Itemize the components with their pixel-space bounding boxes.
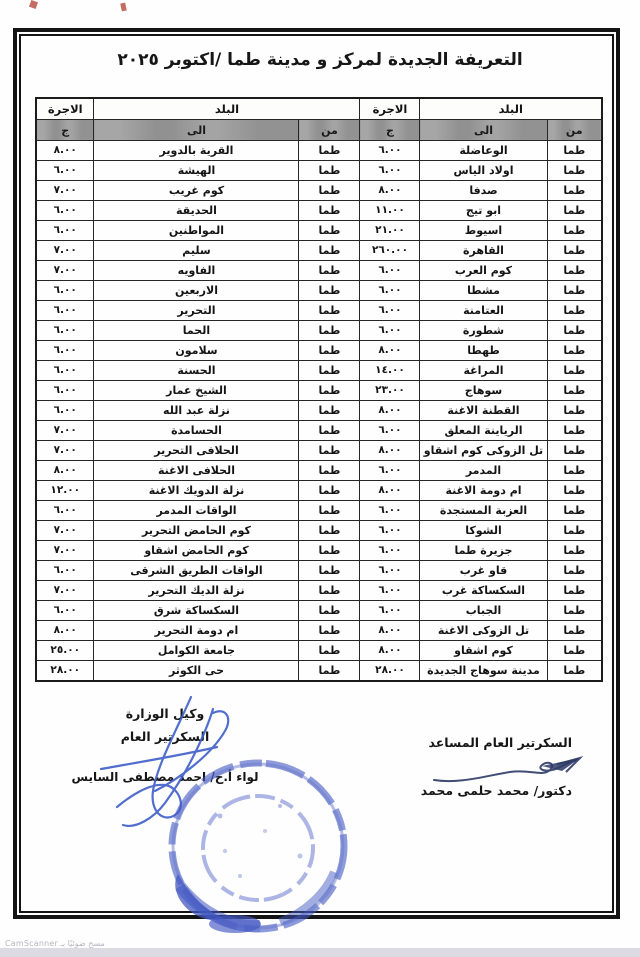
fare-cell: ٦.٠٠ [360,321,420,341]
destination-cell: الشوكا [420,521,547,541]
signature-block-ministry-undersecretary [60,706,270,784]
origin-cell: طما [547,661,602,682]
table-row [36,441,602,461]
destination-cell: الواقات المدمر [94,501,299,521]
destination-cell: ام دومة التحرير [94,621,299,641]
origin-cell: طما [299,301,360,321]
origin-cell: طما [299,481,360,501]
destination-cell: صدفا [420,181,547,201]
destination-cell: جامعة الكوامل [94,641,299,661]
header-currency-left: ج [36,120,94,141]
destination-cell: الهيشة [94,161,299,181]
destination-cell: الفاويه [94,261,299,281]
origin-cell: طما [299,161,360,181]
destination-cell: اولاد الياس [420,161,547,181]
fare-cell: ٦.٠٠ [36,221,94,241]
destination-cell: العزبة المستجدة [420,501,547,521]
page-title: التعريفة الجديدة لمركز و مدينة طما /اكتوبر ٢٠٢٥ [117,50,523,70]
destination-cell: كوم الحامض اشقاو [94,541,299,561]
table-row [36,201,602,221]
signature-name: دكتور/ محمد حلمى محمد [420,783,572,798]
destination-cell: طهطا [420,341,547,361]
fare-cell: ٢٦٠.٠٠ [360,241,420,261]
destination-cell: الحديقة [94,201,299,221]
signature-title: وكيل الوزارة [125,706,205,721]
origin-cell: طما [547,621,602,641]
table-row [36,381,602,401]
table-row [36,181,602,201]
fare-cell: ٧.٠٠ [36,261,94,281]
fare-cell: ٨.٠٠ [360,181,420,201]
origin-cell: طما [547,361,602,381]
fare-cell: ٢٨.٠٠ [360,661,420,682]
table-row [36,541,602,561]
table-row [36,361,602,381]
destination-cell: القاهرة [420,241,547,261]
fare-cell: ٦.٠٠ [36,321,94,341]
table-row [36,241,602,261]
fare-cell: ١١.٠٠ [360,201,420,221]
origin-cell: طما [547,561,602,581]
origin-cell: طما [547,181,602,201]
destination-cell: الوعاضلة [420,141,547,161]
tariff-table-body [36,141,602,682]
fare-cell: ٦.٠٠ [360,261,420,281]
destination-cell: كوم اشقاو [420,641,547,661]
fare-cell: ٦.٠٠ [36,341,94,361]
destination-cell: شطورة [420,321,547,341]
fare-cell: ١٤.٠٠ [360,361,420,381]
origin-cell: طما [299,141,360,161]
table-row [36,601,602,621]
fare-cell: ٢٣.٠٠ [360,381,420,401]
fare-cell: ٧.٠٠ [36,541,94,561]
fare-cell: ٦.٠٠ [36,381,94,401]
signature-title: السكرتير العام المساعد [428,735,572,750]
destination-cell: السكساكة غرب [420,581,547,601]
fare-cell: ٧.٠٠ [36,521,94,541]
fare-cell: ٦.٠٠ [36,561,94,581]
table-header-row-columns [36,120,602,141]
fare-cell: ٦.٠٠ [360,161,420,181]
destination-cell: تل الزوكى الاغنة [420,621,547,641]
fare-cell: ٦.٠٠ [36,401,94,421]
fare-cell: ٦.٠٠ [360,461,420,481]
scanner-bottom-band [0,948,640,957]
origin-cell: طما [547,321,602,341]
fare-cell: ٢١.٠٠ [360,221,420,241]
origin-cell: طما [299,441,360,461]
destination-cell: سليم [94,241,299,261]
table-row [36,501,602,521]
destination-cell: نزلة الديك التحرير [94,581,299,601]
origin-cell: طما [547,141,602,161]
destination-cell: الجباب [420,601,547,621]
origin-cell: طما [547,601,602,621]
origin-cell: طما [299,281,360,301]
origin-cell: طما [299,221,360,241]
fare-cell: ٦.٠٠ [36,361,94,381]
origin-cell: طما [547,461,602,481]
origin-cell: طما [547,421,602,441]
fare-cell: ٨.٠٠ [360,621,420,641]
destination-cell: الحسامدة [94,421,299,441]
origin-cell: طما [299,581,360,601]
fare-cell: ٦.٠٠ [36,201,94,221]
origin-cell: طما [547,241,602,261]
table-row [36,461,602,481]
origin-cell: طما [547,381,602,401]
origin-cell: طما [299,621,360,641]
table-header-row-groups [36,98,602,120]
origin-cell: طما [547,221,602,241]
fare-cell: ٧.٠٠ [36,181,94,201]
origin-cell: طما [547,341,602,361]
fare-cell: ٦.٠٠ [36,281,94,301]
fare-cell: ٦.٠٠ [360,581,420,601]
origin-cell: طما [547,201,602,221]
header-fare-right: الاجرة [360,98,420,120]
fare-cell: ٦.٠٠ [360,561,420,581]
table-row [36,321,602,341]
destination-cell: قاو غرب [420,561,547,581]
origin-cell: طما [299,641,360,661]
destination-cell: المراغة [420,361,547,381]
origin-cell: طما [299,321,360,341]
destination-cell: تل الزوكى كوم اشقاو [420,441,547,461]
signature-name: لواء أ.ح/ احمد مصطفى السايس [71,770,259,784]
origin-cell: طما [299,461,360,481]
origin-cell: طما [299,241,360,261]
fare-cell: ٨.٠٠ [360,481,420,501]
destination-cell: العتامنة [420,301,547,321]
fare-cell: ٧.٠٠ [36,421,94,441]
fare-cell: ٦.٠٠ [360,301,420,321]
fare-cell: ٢٥.٠٠ [36,641,94,661]
fare-cell: ٦.٠٠ [360,141,420,161]
origin-cell: طما [547,501,602,521]
table-row [36,421,602,441]
destination-cell: نزلة عبد الله [94,401,299,421]
table-row [36,221,602,241]
fare-cell: ٢٨.٠٠ [36,661,94,682]
fare-cell: ٦.٠٠ [360,541,420,561]
signature-block-assistant-secretary [372,735,572,798]
destination-cell: سوهاج [420,381,547,401]
destination-cell: الاربعين [94,281,299,301]
fare-cell: ٨.٠٠ [36,461,94,481]
origin-cell: طما [547,281,602,301]
fare-cell: ٦.٠٠ [36,501,94,521]
fare-cell: ٨.٠٠ [360,641,420,661]
destination-cell: الحسنة [94,361,299,381]
header-country-right: البلد [420,98,602,120]
camscanner-watermark: مسح ضوئيًا بـ CamScanner [5,939,105,948]
header-fare-left: الاجرة [36,98,94,120]
origin-cell: طما [299,521,360,541]
destination-cell: التحرير [94,301,299,321]
scan-artifact [29,0,38,9]
fare-cell: ٧.٠٠ [36,581,94,601]
origin-cell: طما [299,661,360,682]
fare-cell: ٦.٠٠ [360,281,420,301]
table-row [36,561,602,581]
header-from-right: من [547,120,602,141]
origin-cell: طما [547,261,602,281]
destination-cell: كوم العرب [420,261,547,281]
origin-cell: طما [547,641,602,661]
destination-cell: سلامون [94,341,299,361]
fare-cell: ٦.٠٠ [360,501,420,521]
origin-cell: طما [299,341,360,361]
table-row [36,401,602,421]
destination-cell: ابو تيج [420,201,547,221]
destination-cell: حى الكوثر [94,661,299,682]
signature-title: السكرتير العام [120,729,210,744]
table-row [36,621,602,641]
origin-cell: طما [547,401,602,421]
table-row [36,641,602,661]
destination-cell: الحلافى التحرير [94,441,299,461]
table-row [36,301,602,321]
origin-cell: طما [547,161,602,181]
table-row [36,661,602,682]
table-row [36,141,602,161]
fare-cell: ٦.٠٠ [36,601,94,621]
scan-artifact [120,3,127,12]
destination-cell: مدينة سوهاج الجديدة [420,661,547,682]
table-row [36,581,602,601]
origin-cell: طما [547,481,602,501]
table-row [36,341,602,361]
destination-cell: الحلافى الاغنة [94,461,299,481]
destination-cell: السكساكة شرق [94,601,299,621]
origin-cell: طما [547,541,602,561]
destination-cell: نزلة الدويك الاغنة [94,481,299,501]
origin-cell: طما [547,521,602,541]
origin-cell: طما [299,561,360,581]
fare-cell: ٨.٠٠ [36,621,94,641]
destination-cell: المدمر [420,461,547,481]
destination-cell: كوم الحامض التحرير [94,521,299,541]
origin-cell: طما [547,301,602,321]
table-row [36,281,602,301]
table-row [36,161,602,181]
fare-cell: ٦.٠٠ [360,521,420,541]
origin-cell: طما [299,501,360,521]
fare-cell: ٨.٠٠ [36,141,94,161]
fare-cell: ٧.٠٠ [36,241,94,261]
fare-cell: ٦.٠٠ [360,601,420,621]
fare-cell: ٨.٠٠ [360,441,420,461]
header-from-left: من [299,120,360,141]
origin-cell: طما [299,361,360,381]
table-row [36,261,602,281]
fare-cell: ٨.٠٠ [360,401,420,421]
destination-cell: القطنة الاغنة [420,401,547,421]
header-country-left: البلد [94,98,360,120]
origin-cell: طما [547,441,602,461]
destination-cell: الواقات الطريق الشرقى [94,561,299,581]
header-to-left: الى [94,120,299,141]
destination-cell: جزيرة طما [420,541,547,561]
origin-cell: طما [299,421,360,441]
fare-cell: ٨.٠٠ [360,341,420,361]
destination-cell: الحما [94,321,299,341]
destination-cell: مشطا [420,281,547,301]
destination-cell: كوم غريب [94,181,299,201]
origin-cell: طما [299,381,360,401]
origin-cell: طما [299,541,360,561]
destination-cell: الرياينة المعلق [420,421,547,441]
table-row [36,481,602,501]
destination-cell: الشيخ عمار [94,381,299,401]
origin-cell: طما [299,261,360,281]
fare-cell: ١٢.٠٠ [36,481,94,501]
header-currency-right: ج [360,120,420,141]
origin-cell: طما [299,401,360,421]
destination-cell: ام دومة الاغنة [420,481,547,501]
header-to-right: الى [420,120,547,141]
tariff-table [35,97,603,682]
fare-cell: ٦.٠٠ [360,421,420,441]
fare-cell: ٦.٠٠ [36,301,94,321]
origin-cell: طما [547,581,602,601]
destination-cell: المواطنين [94,221,299,241]
destination-cell: القرية بالدوير [94,141,299,161]
destination-cell: اسيوط [420,221,547,241]
origin-cell: طما [299,181,360,201]
origin-cell: طما [299,201,360,221]
fare-cell: ٧.٠٠ [36,441,94,461]
fare-cell: ٦.٠٠ [36,161,94,181]
origin-cell: طما [299,601,360,621]
table-row [36,521,602,541]
